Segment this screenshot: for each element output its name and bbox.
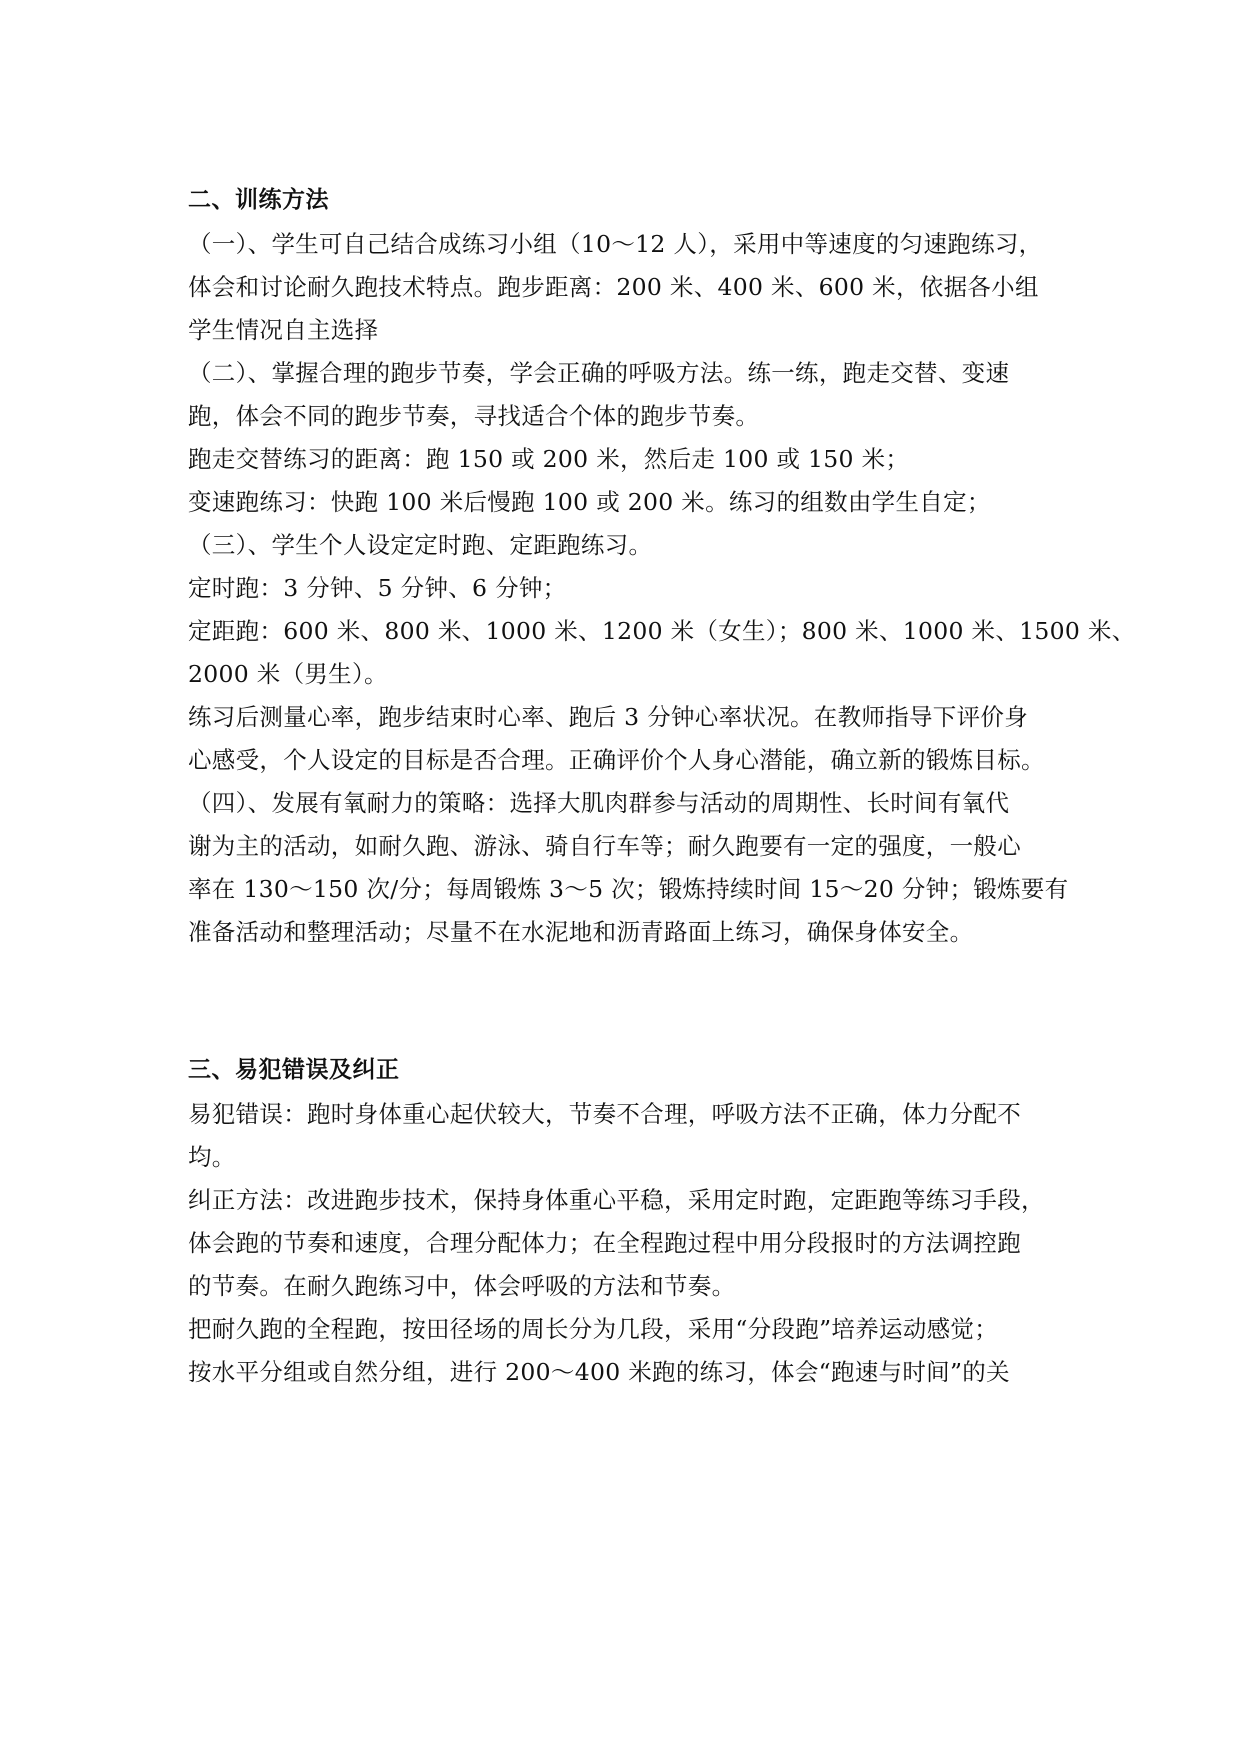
- section-2-heading: 二、训练方法: [188, 187, 329, 213]
- section-2-line: 体会和讨论耐久跑技术特点。跑步距离：200 米、400 米、600 米，依据各小组: [188, 273, 1039, 301]
- section-2-line: 定距跑：600 米、800 米、1000 米、1200 米（女生）；800 米、1000 米、1500 米、: [188, 617, 1136, 645]
- section-2-line: 跑走交替练习的距离：跑 150 或 200 米，然后走 100 或 150 米；: [188, 445, 910, 473]
- section-2-line: （二）、掌握合理的跑步节奏，学会正确的呼吸方法。练一练，跑走交替、变速: [188, 359, 1010, 387]
- section-2-line: （三）、学生个人设定定时跑、定距跑练习。: [188, 531, 653, 559]
- section-2-line: 跑，体会不同的跑步节奏，寻找适合个体的跑步节奏。: [188, 402, 760, 430]
- section-3-line: 纠正方法：改进跑步技术，保持身体重心平稳，采用定时跑，定距跑等练习手段，: [188, 1186, 1045, 1214]
- section-2-line: 心感受，个人设定的目标是否合理。正确评价个人身心潜能，确立新的锻炼目标。: [188, 746, 1045, 774]
- section-2-line: 学生情况自主选择: [188, 316, 379, 344]
- section-2-line: 率在 130～150 次/分；每周锻炼 3～5 次；锻炼持续时间 15～20 分钟；锻炼要有: [188, 875, 1069, 903]
- section-2-line: 准备活动和整理活动；尽量不在水泥地和沥青路面上练习，确保身体安全。: [188, 918, 974, 946]
- section-3-line: 按水平分组或自然分组，进行 200～400 米跑的练习，体会“跑速与时间”的关: [188, 1358, 1010, 1386]
- section-2-line: 变速跑练习：快跑 100 米后慢跑 100 或 200 米。练习的组数由学生自定；: [188, 488, 991, 516]
- section-2-line: 谢为主的活动，如耐久跑、游泳、骑自行车等；耐久跑要有一定的强度，一般心: [188, 832, 1021, 860]
- section-2-line: （四）、发展有氧耐力的策略：选择大肌肉群参与活动的周期性、长时间有氧代: [188, 789, 1010, 817]
- section-3-line: 的节奏。在耐久跑练习中，体会呼吸的方法和节奏。: [188, 1272, 736, 1300]
- section-2-line: 练习后测量心率，跑步结束时心率、跑后 3 分钟心率状况。在教师指导下评价身: [188, 703, 1028, 731]
- section-3-line: 易犯错误：跑时身体重心起伏较大，节奏不合理，呼吸方法不正确，体力分配不: [188, 1100, 1021, 1128]
- section-3-line: 把耐久跑的全程跑，按田径场的周长分为几段，采用“分段跑”培养运动感觉；: [188, 1315, 999, 1343]
- section-3-line: 体会跑的节奏和速度，合理分配体力；在全程跑过程中用分段报时的方法调控跑: [188, 1229, 1021, 1257]
- section-2-line: （一）、学生可自己结合成练习小组（10～12 人），采用中等速度的匀速跑练习，: [188, 230, 1043, 258]
- section-3-line: 均。: [188, 1143, 236, 1171]
- section-2-line: 2000 米（男生）。: [188, 660, 388, 688]
- section-2-line: 定时跑：3 分钟、5 分钟、6 分钟；: [188, 574, 567, 602]
- section-3-heading: 三、易犯错误及纠正: [188, 1057, 400, 1083]
